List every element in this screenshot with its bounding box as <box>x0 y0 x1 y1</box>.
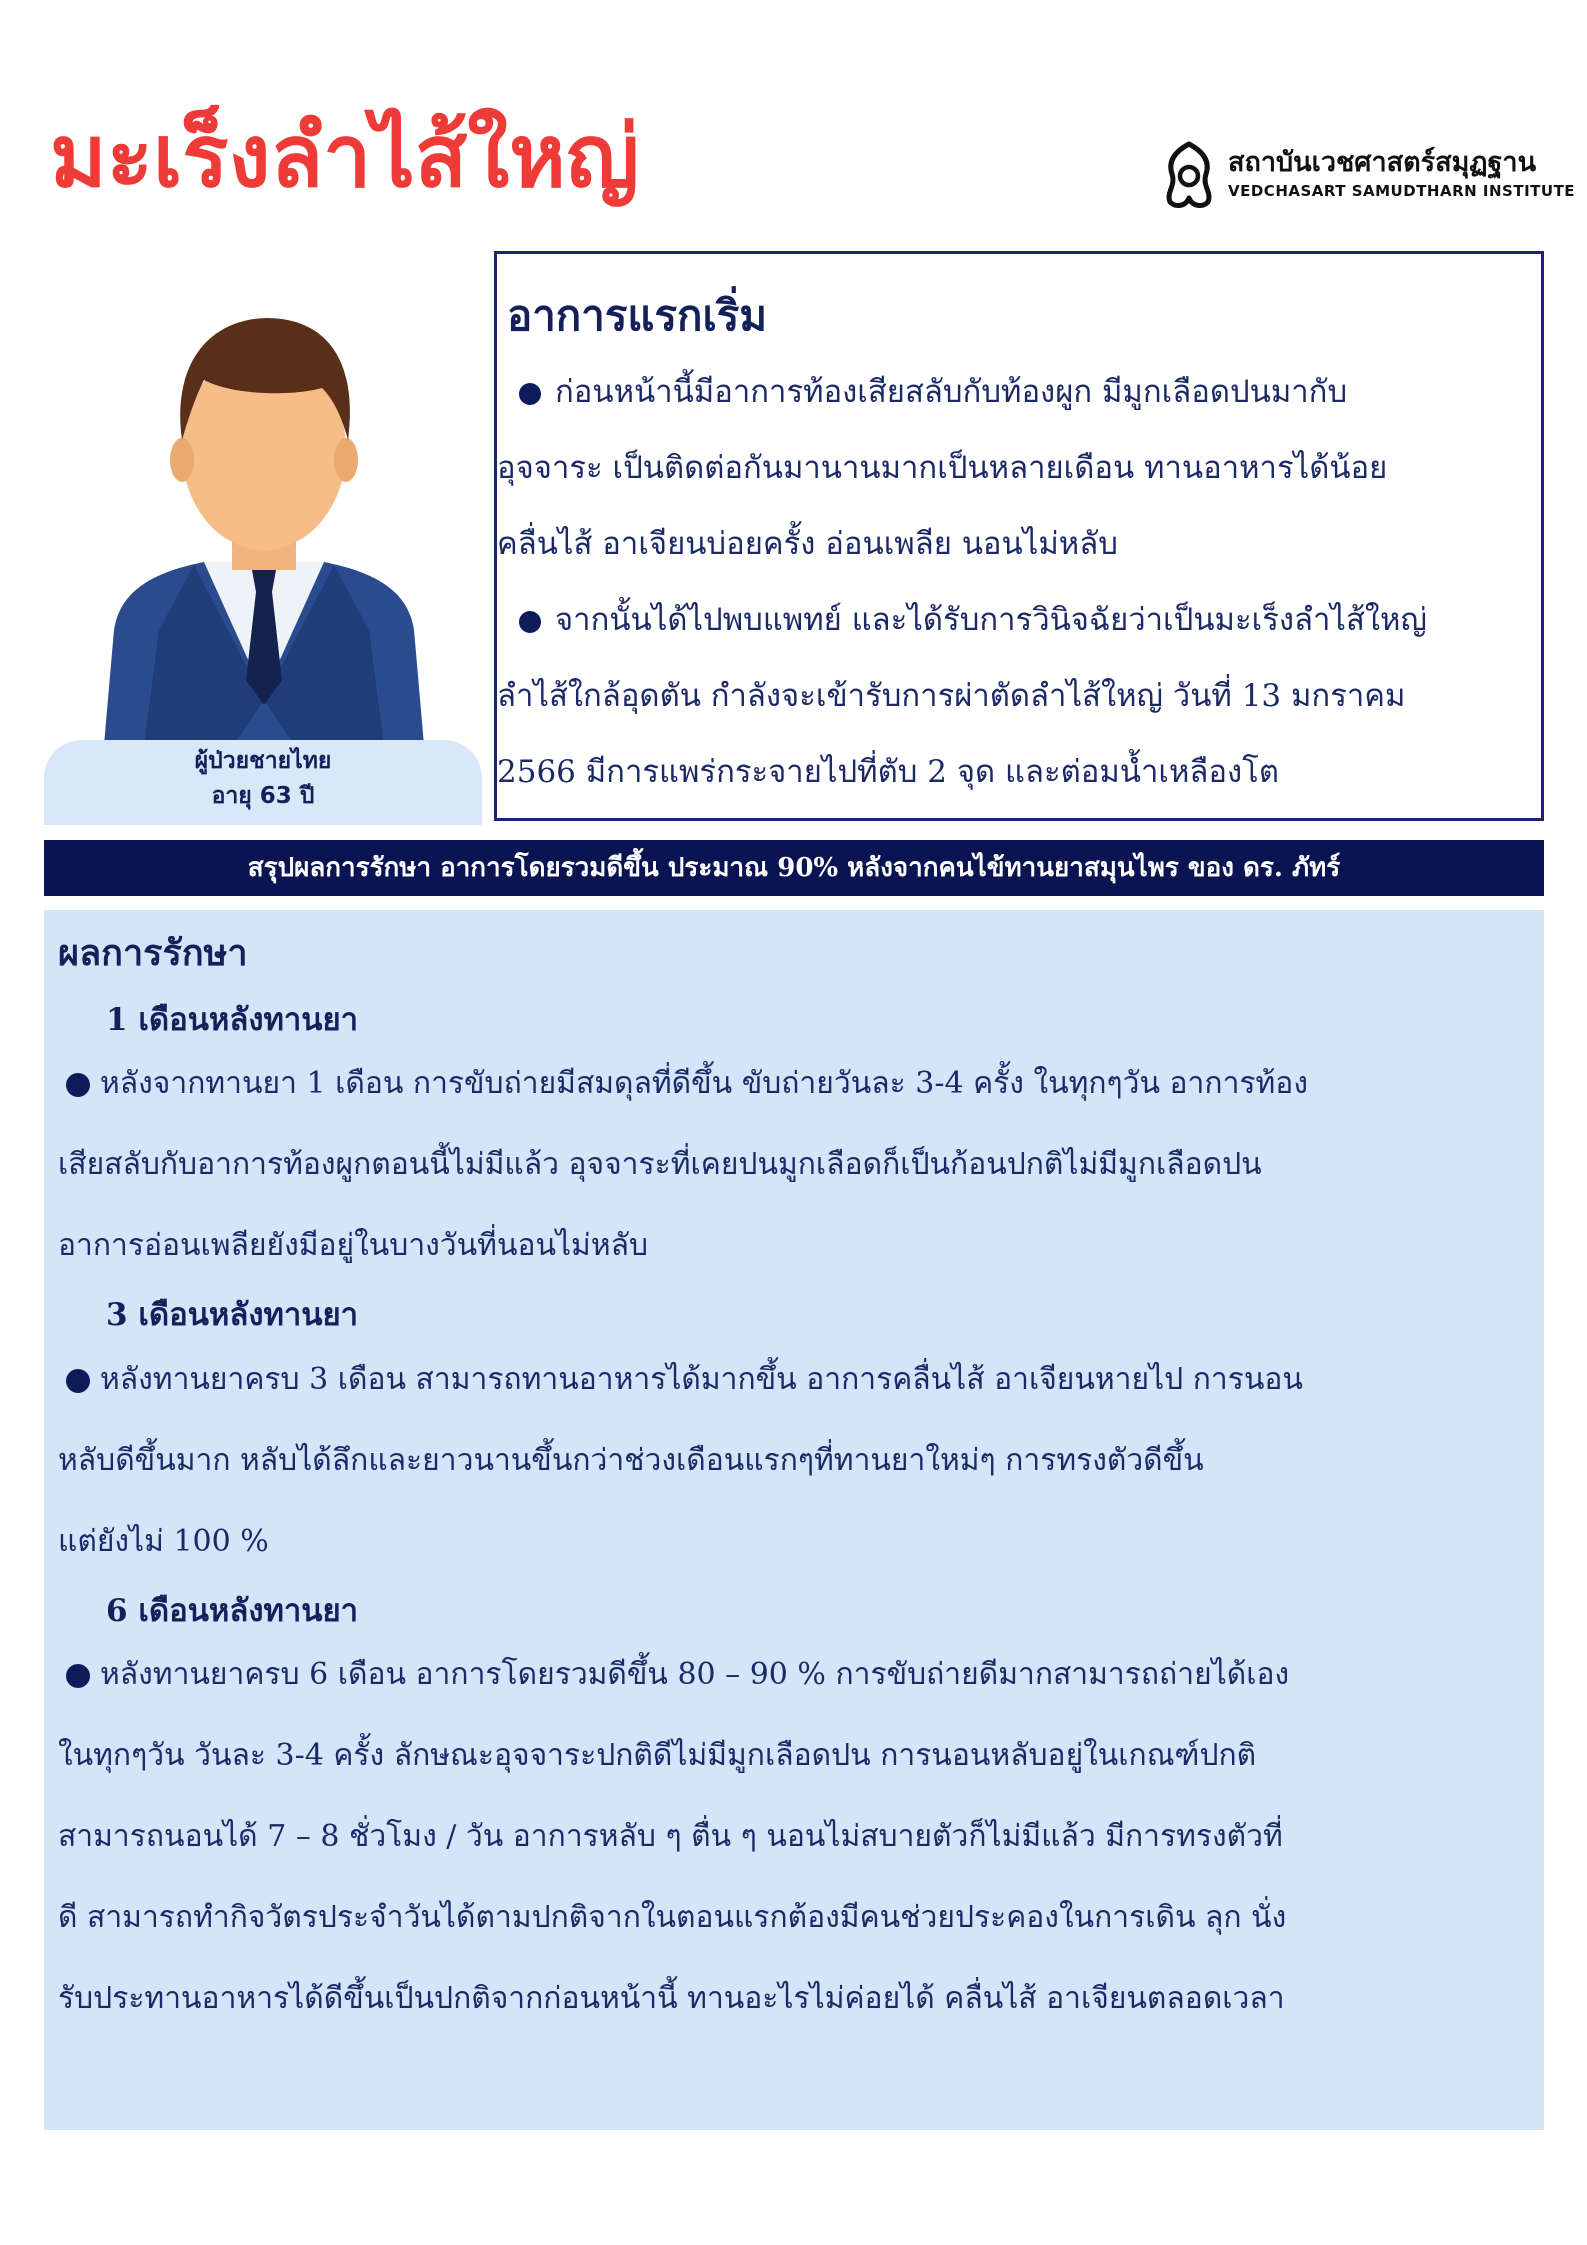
initial-symptoms-heading: อาการแรกเริ่ม <box>507 291 768 340</box>
institute-name-en: VEDCHASART SAMUDTHARN INSTITUTE <box>1228 182 1576 200</box>
initial-symptoms-box <box>494 251 1544 821</box>
result-period-text: หลังทานยาครบ 6 เดือน อาการโดยรวมดีขึ้น 80 – 90 % การขับถ่ายดีมากสามารถถ่ายได้เอง ในทุกๆวัน วันละ 3-4 ครั้ง ลักษณะอุจจาระปกติดีไม่มีมูกเลือดปน การนอนหลับอยู่ในเกณฑ์ปกติ สามารถนอนได้ 7 – 8 ชั่วโมง / วัน อาการหลับ ๆ ตื่น ๆ นอนไม่สบายตัวก็ไม่มีแล้ว มีการทรงตัวที่ ดี สามารถทำกิจวัตรประจำวันได้ตามปกติจากในตอนแรกต้องมีคนช่วยประคองในการเดิน ลุก นั่ง รับประทานอาหารได้ดีขึ้นเป็นปกติจากก่อนหน้านี้ ทานอะไรไม่ค่อยได้ คลื่นไส้ อาเจียนตลอดเวลา <box>58 1657 1290 2017</box>
patient-age: อายุ 63 ปี <box>211 782 315 809</box>
result-period-label: 3 เดือนหลังทานยา <box>106 1297 359 1334</box>
patient-info-label <box>44 740 482 825</box>
patient-gender-nationality: ผู้ป่วยชายไทย <box>194 748 332 774</box>
institute-logo <box>1158 140 1576 210</box>
bullet-icon <box>519 611 541 633</box>
result-period-text: หลังจากทานยา 1 เดือน การขับถ่ายมีสมดุลที่ดีขึ้น ขับถ่ายวันละ 3-4 ครั้ง ในทุกๆวัน อาการท้อง เสียสลับกับอาการท้องผูกตอนนี้ไม่มีแล้ว อุจจาระที่เคยปนมูกเลือดก็เป็นก้อนปกติไม่มีมูกเลือดปน อาการอ่อนเพลียยังมีอยู่ในบางวันที่นอนไม่หลับ <box>58 1066 1308 1264</box>
page-title: มะเร็งลำไส้ใหญ่ <box>50 107 640 207</box>
bullet-icon <box>66 1073 90 1097</box>
result-period-text: หลังทานยาครบ 3 เดือน สามารถทานอาหารได้มากขึ้น อาการคลื่นไส้ อาเจียนหายไป การนอน หลับดีขึ้นมาก หลับได้ลึกและยาวนานขึ้นกว่าช่วงเดือนแรกๆที่ทานยาใหม่ๆ การทรงตัวดีขึ้น แต่ยังไม่ 100 % <box>58 1361 1303 1559</box>
bullet-icon <box>66 1369 90 1393</box>
treatment-summary-bar: สรุปผลการรักษา อาการโดยรวมดีขึ้น ประมาณ 90% หลังจากคนไข้ทานยาสมุนไพร ของ ดร. ภัทร์ <box>44 840 1544 896</box>
institute-name-th: สถาบันเวชศาสตร์สมุฏฐาน <box>1228 147 1537 178</box>
result-period-label: 6 เดือนหลังทานยา <box>106 1592 359 1629</box>
bullet-icon <box>519 383 541 405</box>
results-heading: ผลการรักษา <box>58 932 248 974</box>
patient-card <box>44 300 482 830</box>
treatment-results-panel <box>44 910 1544 2130</box>
result-period-label: 1 เดือนหลังทานยา <box>106 1001 359 1038</box>
initial-symptom-item: จากนั้นได้ไปพบแพทย์ และได้รับการวินิจฉัยว่าเป็นมะเร็งลำไส้ใหญ่ ลำไส้ใกล้อุดตัน กำลังจะเข้ารับการผ่าตัดลำไส้ใหญ่ วันที่ 13 มกราคม 2566 มีการแพร่กระจายไปที่ตับ 2 จุด และต่อมน้ำเหลืองโต <box>497 602 1427 791</box>
bullet-icon <box>66 1664 90 1688</box>
initial-symptom-item: ก่อนหน้านี้มีอาการท้องเสียสลับกับท้องผูก มีมูกเลือดปนมากับ อุจจาระ เป็นติดต่อกันมานานมากเป็นหลายเดือน ทานอาหารได้น้อย คลื่นไส้ อาเจียนบ่อยครั้ง อ่อนเพลีย นอนไม่หลับ <box>497 374 1388 563</box>
male-patient-avatar-icon <box>84 300 444 745</box>
institute-emblem-icon <box>1158 140 1220 210</box>
